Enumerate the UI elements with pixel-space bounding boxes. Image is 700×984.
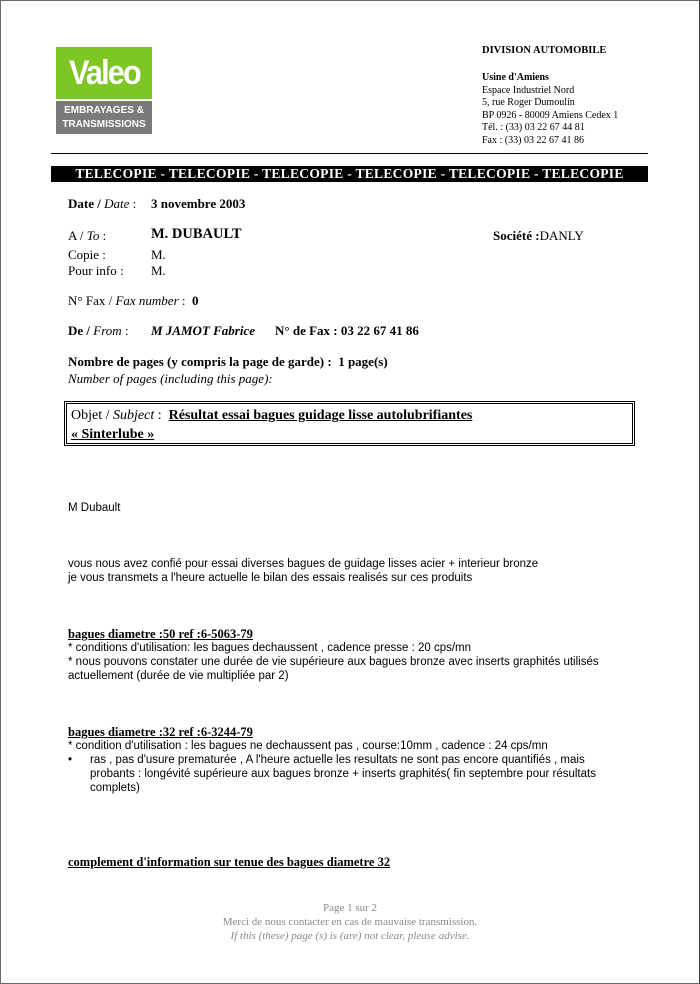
fax-number-label: N° Fax / [68, 293, 116, 308]
section-2-bullet [90, 753, 596, 795]
fax-number-row [68, 293, 199, 309]
section-1-line: actuellement (durée de vie multipliée par 2) [68, 670, 289, 682]
subject-line-1: Résultat essai bagues guidage lisse autolubrifiantes [168, 408, 473, 423]
from-label: De / [68, 323, 94, 338]
info-value: M. [151, 263, 166, 278]
section-3-title: complement d'information sur tenue des bagues diametre 32 [68, 855, 391, 869]
footer-notice-fr: Merci de nous contacter en cas de mauvaise transmission. [222, 916, 478, 928]
from-row [68, 323, 129, 339]
intro-paragraph [68, 557, 538, 585]
section-1-line: * conditions d'utilisation: les bagues dechaussent , cadence presse : 20 cps/mn [68, 642, 472, 654]
fax-number-label-en: Fax number [115, 293, 179, 308]
date-label-en: Date [104, 196, 130, 211]
division-title: DIVISION AUTOMOBILE [482, 45, 607, 56]
date-label: Date / [68, 196, 105, 211]
section-2-line: * condition d'utilisation : les bagues ne dechaussent pas , course:10mm , cadence : 24 cps/mn [68, 740, 548, 752]
logo-wordmark: Valeo [68, 53, 140, 92]
bullet-glyph: • [68, 754, 73, 766]
page-number: Page 1 sur 2 [322, 902, 378, 914]
bullet-line: complets) [90, 782, 140, 794]
to-label: A / [68, 228, 87, 243]
greeting: M Dubault [68, 502, 121, 514]
pages-label-en: Number of pages (including this page): [68, 371, 273, 386]
sender-fax: N° de Fax : 03 22 67 41 86 [275, 323, 419, 338]
info-label: Pour info : [68, 263, 124, 278]
divider [51, 153, 648, 154]
subject-text [71, 406, 472, 444]
address-line: 5, rue Roger Dumoulin [482, 97, 575, 108]
company-label: Société : [493, 228, 540, 243]
site-name: Usine d'Amiens [482, 72, 549, 83]
subject-label: Objet / [71, 408, 113, 423]
address-line: BP 0926 - 80009 Amiens Cedex 1 [482, 109, 619, 121]
address-block [482, 72, 618, 147]
to-label-row [68, 228, 106, 244]
logo-line-2: TRANSMISSIONS [62, 119, 146, 130]
company-row [493, 228, 584, 244]
copy-value: M. [151, 247, 166, 262]
phone-line: Tél. : (33) 03 22 67 44 81 [482, 122, 585, 133]
to-label-en: To [86, 228, 100, 243]
fax-number-colon: : [178, 293, 186, 308]
copy-label: Copie : [68, 247, 106, 262]
fax-number-value: 0 [192, 293, 199, 308]
subject-label-en: Subject [113, 408, 155, 423]
date-value: 3 novembre 2003 [151, 196, 246, 211]
subject-colon: : [154, 408, 162, 423]
date-row [68, 196, 136, 212]
address-line: Espace Industriel Nord [482, 84, 575, 96]
bullet-line: ras , pas d'usure prematurée , A l'heure actuelle les resultats ne sont pas encore quantifiés , mais [90, 754, 585, 766]
bullet-line: probants : longévité supérieure aux bagues bronze + inserts graphités( fin septembre pour résultats [90, 768, 596, 780]
intro-line: vous nous avez confié pour essai diverses bagues de guidage lisses acier + interieur bronze [68, 558, 539, 570]
to-colon: : [99, 228, 107, 243]
telecopie-banner: TELECOPIE - TELECOPIE - TELECOPIE - TELECOPIE - TELECOPIE - TELECOPIE [51, 166, 648, 182]
date-colon: : [129, 196, 137, 211]
section-1-title: bagues diametre :50 ref :6-5063-79 [68, 627, 253, 641]
subject-line-2: « Sinterlube » [71, 427, 155, 442]
section-2-title: bagues diametre :32 ref :6-3244-79 [68, 725, 253, 739]
company-value: DANLY [539, 228, 584, 243]
pages-row [68, 354, 388, 370]
from-label-en: From [93, 323, 122, 338]
sender-name: M JAMOT Fabrice [151, 323, 255, 338]
section-1-line: * nous pouvons constater une durée de vie supérieure aux bagues bronze avec inserts graphités utilisés [68, 656, 599, 668]
recipient-name: M. DUBAULT [151, 226, 242, 242]
pages-label: Nombre de pages (y compris la page de garde) : [68, 354, 332, 369]
from-colon: : [121, 323, 129, 338]
subject-box [64, 401, 635, 446]
valeo-logo [56, 47, 152, 99]
logo-line-1: EMBRAYAGES & [64, 105, 144, 116]
intro-line: je vous transmets a l'heure actuelle le bilan des essais realisés sur ces produits [68, 572, 473, 584]
section-1-body [68, 641, 599, 683]
pages-value: 1 page(s) [338, 354, 388, 369]
logo-subtitle [56, 101, 152, 134]
fax-line: Fax : (33) 03 22 67 41 86 [482, 134, 584, 146]
footer-notice-en: If this (these) page (s) is (are) not clear, please advise. [230, 930, 470, 942]
